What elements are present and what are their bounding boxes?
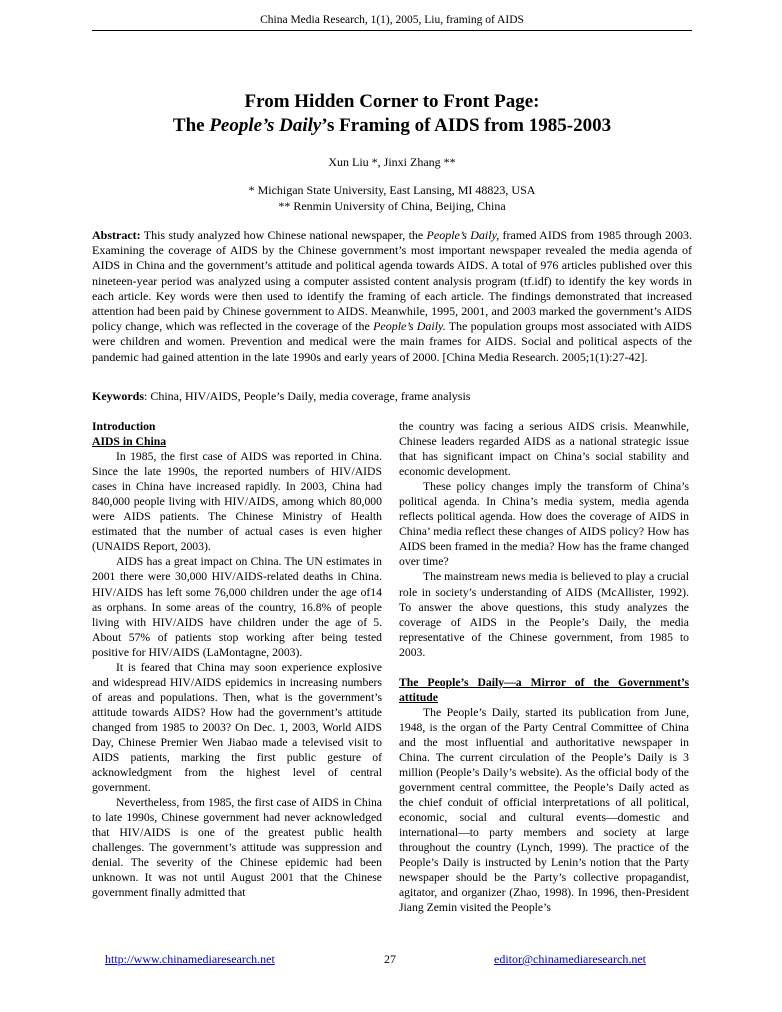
body-paragraph: The People’s Daily, started its publication from June, 1948, is the organ of the Party Central Committee of China and the most influential and authoritative newspaper in China. The current circulation of the People’s Daily is 3 million (People’s Daily’s website). As the official body of the government central committee, the People’s Daily acted as the chief conduit of official interpretations of all political, economic, social and cultural events—domestic and international—to party members and society at large throughout the country (Lynch, 1999). The practice of the People’s Daily is instructed by Lenin’s notion that the Party newspaper should be the Party’s collective propagandist, agitator, and organizer (Zhao, 1998). In 1996, then-President Jiang Zemin visited the People’s (399, 705, 689, 915)
subheading-peoples-daily: The People’s Daily—a Mirror of the Government’s attitude (399, 675, 689, 704)
abstract-italic-b: People’s Daily. (373, 319, 446, 334)
website-link[interactable]: http://www.chinamediaresearch.net (105, 952, 275, 966)
title-italic: People’s Daily (209, 115, 322, 136)
email-link[interactable]: editor@chinamediaresearch.net (494, 952, 646, 966)
affiliations (92, 182, 692, 214)
body-paragraph: The mainstream news media is believed to play a crucial role in society’s understanding of AIDS (McAllister, 1992). To answer the above questions, this study analyzes the coverage of AIDS in the People’s Daily, the media representative of the Chinese government, from 1985 to 2003. (399, 570, 689, 659)
abstract-text-b: framed AIDS from 1985 through 2003. Examining the coverage of AIDS by the Chinese government’s most important newspaper revealed the media agenda of AIDS in China and the government’s attitude and political agenda towards AIDS. A total of 976 articles published over this nineteen-year period was analyzed using a computer assisted content analysis program (tf.idf) to identify the key words in each article. Key words were then used to identify the framing of each article. The findings demonstrated that increased attention had been paid by Chinese government to AIDS. Meanwhile, 1995, 2001, and 2003 marked the government’s AIDS policy change, which was reflected in the coverage of the (92, 228, 692, 334)
affiliation-2: ** Renmin University of China, Beijing, China (278, 199, 506, 213)
right-column (399, 419, 689, 916)
section-gap (399, 660, 689, 675)
left-column (92, 419, 382, 901)
affiliation-1: * Michigan State University, East Lansing, MI 48823, USA (248, 183, 536, 197)
paper-title (92, 90, 692, 138)
body-paragraph-continued: the country was facing a serious AIDS crisis. Meanwhile, Chinese leaders regarded AIDS as a national strategic issue that has significant impact on China’s social stability and economic development. (399, 420, 689, 479)
subheading-aids-in-china: AIDS in China (92, 435, 167, 449)
keywords-label: Keywords (92, 389, 144, 403)
abstract (92, 228, 692, 365)
body-paragraph: In 1985, the first case of AIDS was reported in China. Since the late 1990s, the reported numbers of HIV/AIDS cases in China have increased rapidly. In 2003, China had 840,000 people living with HIV/AIDS, among which 80,000 were AIDS patients. The Chinese Ministry of Health estimated that the number of actual cases is even higher (UNAIDS Report, 2003). (92, 450, 382, 554)
section-heading-introduction: Introduction (92, 420, 156, 433)
abstract-text-a: This study analyzed how Chinese national newspaper, the (140, 228, 427, 242)
abstract-italic-a: People’s Daily, (426, 228, 500, 242)
abstract-label: Abstract: (92, 228, 141, 242)
body-paragraph: These policy changes imply the transform of China’s political agenda. In China’s media system, media agenda reflects political agenda. How does the coverage of AIDS in China’ media reflect these changes of AIDS policy? How has AIDS been framed in the media? How has the frame changed over time? (399, 480, 689, 569)
keywords-text: : China, HIV/AIDS, People’s Daily, media coverage, frame analysis (144, 389, 471, 403)
title-suffix: ’s Framing of AIDS from 1985-2003 (321, 115, 612, 136)
title-line-1: From Hidden Corner to Front Page: (244, 91, 540, 112)
running-head: China Media Research, 1(1), 2005, Liu, framing of AIDS (92, 14, 692, 31)
authors: Xun Liu *, Jinxi Zhang ** (328, 155, 456, 169)
title-prefix: The (172, 115, 210, 136)
body-paragraph: Nevertheless, from 1985, the first case of AIDS in China to late 1990s, Chinese government had never acknowledged that HIV/AIDS is one of the greatest public health challenges. The government’s attitude was suppression and denial. The severity of the Chinese epidemic had been unknown. It was not until August 2001 that the Chinese government finally admitted that (92, 796, 382, 900)
abstract-text-c: The population groups most associated with AIDS were children and women. Prevention and medical were the main frames for AIDS. Social and political aspects of the pandemic had gained attention in the late 1990s and early years of 2000. [China Media Research. 2005;1(1):27-42]. (92, 319, 692, 364)
body-paragraph: It is feared that China may soon experience explosive and widespread HIV/AIDS epidemics in increasing numbers of areas and populations. Then, what is the government’s attitude towards AIDS? How had the government’s attitude changed from 1985 to 2003? On Dec. 1, 2003, World AIDS Day, Chinese Premier Wen Jiabao made a televised visit to AIDS patients, marking the first public gesture of acknowledgment from the highest level of central government. (92, 660, 382, 795)
page-number: 27 (384, 952, 396, 966)
title-line-2 (92, 114, 692, 138)
keywords (92, 389, 692, 404)
body-paragraph: AIDS has a great impact on China. The UN estimates in 2001 there were 30,000 HIV/AIDS-related deaths in China. HIV/AIDS has left some 76,000 children under the age of14 as orphans. In some areas of the country, 16.8% of people living with HIV/AIDS have children under the age of 5. About 57% of patients stop working after being tested positive for HIV/AIDS (LaMontagne, 2003). (92, 555, 382, 659)
